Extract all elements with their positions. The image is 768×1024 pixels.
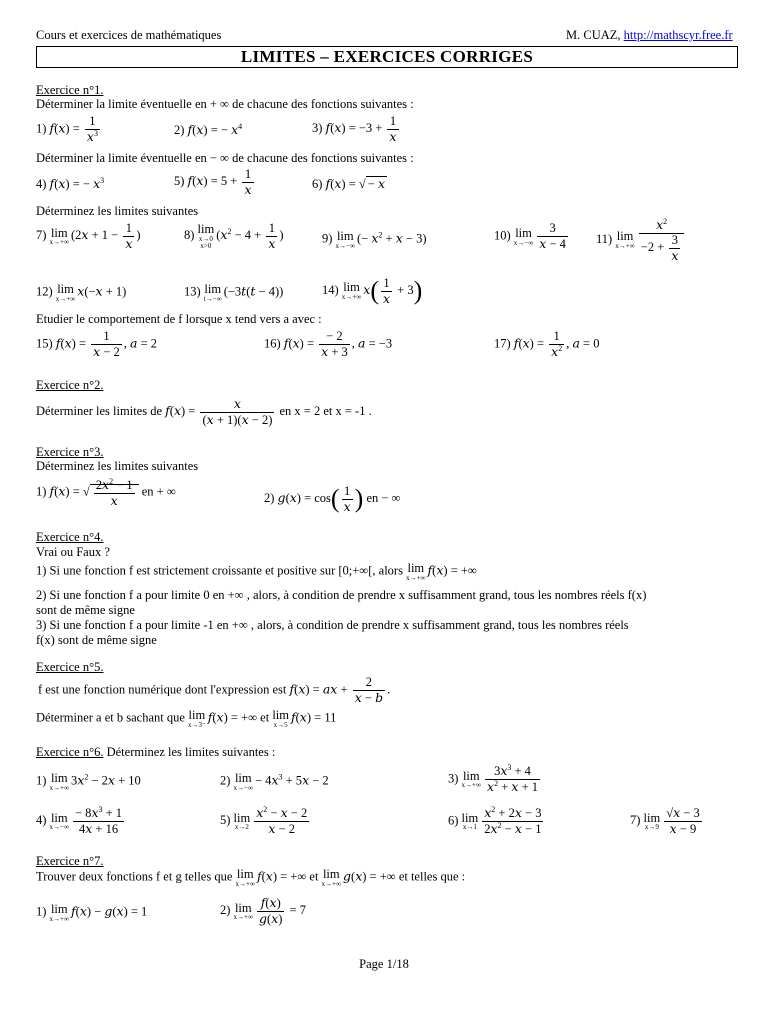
- ex4-s3b: f(x) sont de même signe: [36, 633, 157, 647]
- ex1-item-13: 13) lim t→−∞ (−3t(t − 4)): [184, 282, 284, 303]
- ex1-item-12: 12) lim x→+∞ x(−x + 1): [36, 282, 127, 303]
- ex1-item-8: 8) lim x→0 x>0 ($x^2 - 4$ + $\frac{1}{x}$ ): [184, 221, 284, 251]
- ex1-item-2: 2) f(x) = − $x^4$: [174, 122, 243, 138]
- ex1-item-7: 7) lim x→+∞ (2x + 1 − $\frac{1}{x}$ ): [36, 221, 141, 251]
- ex6-title-line: [36, 745, 275, 760]
- ex2-text: Déterminer les limites de: [36, 404, 163, 419]
- ex1-intro-plus: Déterminer la limite éventuelle en + ∞ de chacune des fonctions suivantes :: [36, 97, 414, 111]
- ex5-line-2: Déterminer a et b sachant que lim x→3⁻ f(x) = +∞ et lim x→5 f(x) = 11: [36, 708, 337, 729]
- ex1-item-11: 11) lim x→+∞ $x^2$ −2 + $\frac{3}{x}$: [596, 218, 686, 262]
- ex7-item-1: 1) lim x→+∞ f(x) − g(x) = 1: [36, 902, 148, 923]
- ex7-text: Trouver deux fonctions f et g telles que: [36, 869, 233, 884]
- ex6-text: Déterminez les limites suivantes :: [103, 745, 276, 759]
- ex4-s3a: 3) Si une fonction f a pour limite -1 en +∞ , alors, à condition de prendre x suffisamment grand, tous les nombres réels: [36, 618, 629, 632]
- ex1-item-17: 17) f(x) = $\frac{1}{x^2}$ , a = 0: [494, 329, 600, 359]
- ex1-item-14: 14) lim x→+∞ x( $\frac{1}{x}$ + 3): [322, 275, 423, 306]
- ex6-item-1: 1) lim x→+∞ $3x^2 - 2x + 10$: [36, 771, 141, 792]
- ex5-and: et: [260, 710, 270, 725]
- ex1-item-4: 4) f(x) = − $x^3$: [36, 176, 105, 192]
- page-number: Page 1/18: [359, 957, 409, 971]
- ex6-item-7: 7) lim x→9 $\frac{√x - 3}{x - 9}$: [630, 805, 700, 836]
- header-site-link[interactable]: http://mathscyr.free.fr: [623, 28, 733, 42]
- header-author-name: M. CUAZ,: [566, 28, 624, 42]
- ex4-statement-1: 1) Si une fonction f est strictement croissante et positive sur [0;+∞[, alors lim x→+∞ f(x) = +∞: [36, 561, 477, 582]
- ex7-and: et: [309, 869, 319, 884]
- ex5-t1: f est une fonction numérique dont l'expression est: [38, 682, 287, 697]
- ex7-line: Trouver deux fonctions f et g telles que lim x→+∞ f(x) = +∞ et lim x→+∞ g(x) = +∞ et telles que :: [36, 867, 466, 888]
- ex7-end: et telles que :: [398, 869, 466, 884]
- ex2-heading: Exercice n°2.: [36, 378, 104, 392]
- ex3-item-2: 2) g(x) = cos( $\frac{1}{x}$ ) en − ∞: [264, 483, 401, 514]
- ex6-item-5: 5) lim x→2 $\frac{x^2 - x - 2}{x - 2}$: [220, 805, 308, 836]
- ex1-item-9: 9) lim x→−∞ (− $x^2 + x - 3$): [322, 229, 427, 250]
- ex1-item-3: 3) f(x) = −3 + $\frac{1}{x}$: [312, 114, 397, 144]
- ex1-intro-comport: Etudier le comportement de f lorsque x tend vers a avec :: [36, 312, 322, 326]
- ex3-heading: Exercice n°3.: [36, 445, 104, 459]
- page-title: LIMITES – EXERCICES CORRIGES: [36, 46, 738, 68]
- ex3-text: Déterminez les limites suivantes: [36, 459, 199, 473]
- ex1-heading: Exercice n°1.: [36, 83, 104, 97]
- ex7-heading: Exercice n°7.: [36, 854, 104, 868]
- ex2-body: Déterminer les limites de f(x) = $\frac{x}{(x + 1)(x - 2)}$ en x = 2 et x = -1 .: [36, 396, 372, 427]
- ex1-intro-minus: Déterminer la limite éventuelle en − ∞ de chacune des fonctions suivantes :: [36, 151, 414, 165]
- ex1-item-1: 1) f(x) = $\frac{1}{x^3}$: [36, 114, 98, 144]
- ex5-line-1: f est une fonction numérique dont l'expression est f(x) = ax + $\frac{2}{x - b}$ .: [38, 675, 391, 705]
- ex4-s1b: , alors: [372, 563, 403, 578]
- ex5-t2: Déterminer a et b sachant que: [36, 710, 185, 725]
- ex4-heading: Exercice n°4.: [36, 530, 104, 544]
- ex4-question: Vrai ou Faux ?: [36, 545, 110, 559]
- ex7-item-2: 2) lim x→+∞ $\frac{f(x)}{g(x)}$ = 7: [220, 895, 306, 926]
- header-course-title: Cours et exercices de mathématiques: [36, 28, 222, 42]
- header-author: [566, 28, 733, 43]
- ex6-item-4: 4) lim x→−∞ $\frac{- 8x^3 + 1}{4x + 16}$: [36, 805, 123, 836]
- ex4-s2a: 2) Si une fonction f a pour limite 0 en +∞ , alors, à condition de prendre x suffisamment grand, tous les nombres réels f(x): [36, 588, 647, 602]
- ex1-item-10: 10) lim x→−∞ $\frac{3}{x - 4}$: [494, 221, 566, 251]
- ex1-item-6: 6) f(x) = √ − x: [312, 176, 385, 191]
- ex5-heading: Exercice n°5.: [36, 660, 104, 674]
- ex6-item-3: 3) lim x→+∞ $\frac{3x^3 + 4}{x^2 + x + 1}$: [448, 763, 538, 795]
- ex6-item-2: 2) lim x→−∞ − $4x^3 + 5x - 2$: [220, 771, 329, 792]
- ex4-s2b: sont de même signe: [36, 603, 135, 617]
- ex1-item-15: 15) f(x) = $\frac{1}{x - 2}$ , a = 2: [36, 329, 158, 359]
- ex2-where: en x = 2 et x = -1 .: [279, 404, 372, 419]
- ex1-intro-lims: Déterminez les limites suivantes: [36, 204, 199, 218]
- ex1-item-5: 5) f(x) = 5 + $\frac{1}{x}$: [174, 167, 252, 197]
- ex6-item-6: 6) lim x→1 $\frac{x^2 + 2x - 3}{2x^2 - x - 1}$: [448, 805, 542, 837]
- ex6-heading: Exercice n°6.: [36, 745, 104, 759]
- ex4-s1a: 1) Si une fonction f est strictement croissante et positive sur: [36, 563, 336, 578]
- ex1-item-16: 16) f(x) = $\frac{- 2}{x + 3}$ , a = −3: [264, 329, 393, 359]
- ex3-item-1: 1) f(x) = √ $\frac{2x^2 - 1}{x}$ en + ∞: [36, 477, 176, 508]
